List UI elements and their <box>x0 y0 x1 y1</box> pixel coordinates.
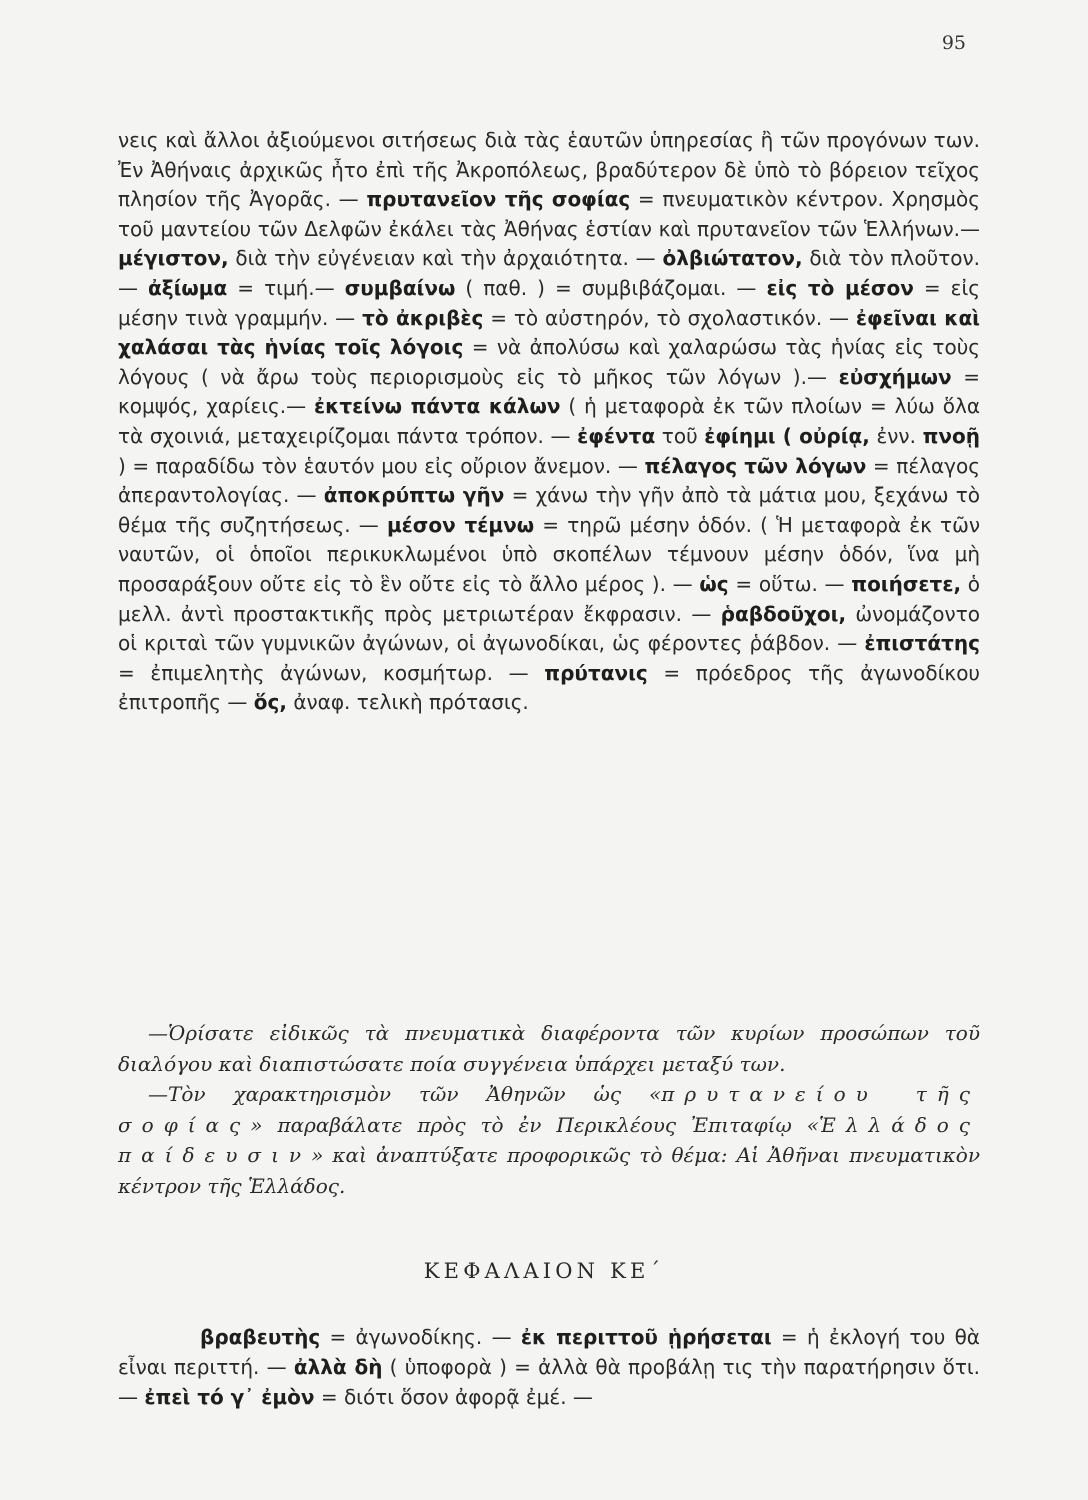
commentary-glosses <box>118 126 980 718</box>
gloss-text: ὠνομάζοντο οἱ κριταὶ τῶν γυμνικῶν ἀγώνων, οἱ ἀγωνοδίκαι, ὡς φέροντες ῥάβδον. — <box>118 601 980 656</box>
gloss-text: = τὸ αὐστηρόν, τὸ σχολαστικόν. — <box>483 305 856 330</box>
gloss-term: ἐφέντα <box>577 423 656 448</box>
gloss-term: τὸ ἀκριβὲς <box>362 305 484 330</box>
gloss-text: = ἀγωνοδίκης. — <box>320 1325 521 1349</box>
quoted-phrase-prytaneion: πρυτανείου τῆς σοφίας <box>118 1082 980 1137</box>
gloss-term: μέσον τέμνω <box>386 512 535 537</box>
gloss-text: ( ἡ μεταφορὰ ἐκ τῶν πλοίων = λύω ὅλα τὰ σχοινιά, μεταχειρίζομαι πάντα τρόπον. — <box>118 394 980 448</box>
exercise-question-2-prefix: —Τὸν χαρακτηρισμὸν τῶν Ἀθηνῶν ὡς « <box>148 1082 662 1106</box>
exercise-questions <box>118 1018 980 1201</box>
gloss-text: = ἐπιμελητὴς ἀγώνων, κοσμήτωρ. — <box>118 660 545 685</box>
gloss-text: = ἡ ἐκλογή του θὰ εἶναι περιττή. — <box>118 1325 980 1379</box>
gloss-term: ἐφίημι ( οὐρίᾳ, <box>704 423 870 448</box>
gloss-term: μέγιστον, <box>118 246 229 271</box>
quoted-phrase-paideusin: Ἑλλάδος παίδευσιν <box>118 1112 980 1167</box>
gloss-text: ἐνν. <box>869 423 923 448</box>
gloss-term: ὡς <box>699 571 729 596</box>
gloss-text: ) = παραδίδω τὸν ἑαυτόν μου εἰς οὔριον ἄνεμον. — <box>118 453 645 478</box>
gloss-term: ὀλβιώτατον, <box>662 246 803 271</box>
gloss-text: = πνευματικὸν κέντρον. Χρησμὸς τοῦ μαντείου τῶν Δελφῶν ἐκάλει τὰς Ἀθήνας ἑστίαν καὶ πρυτανεῖον τῶν Ἑλλήνων.— <box>118 187 980 241</box>
gloss-text: = οὕτω. — <box>728 571 852 596</box>
gloss-text: = εἰς μέσην τινὰ γραμμήν. — <box>118 275 980 330</box>
page-number: 95 <box>941 32 966 54</box>
gloss-text: τοῦ <box>655 423 705 448</box>
gloss-term: ῥαβδοῦχοι, <box>720 601 847 626</box>
gloss-term: εἰς τὸ μέσον <box>766 275 914 300</box>
gloss-text: = κομψός, χαρίεις.— <box>118 364 980 419</box>
exercise-question-1: —Ὁρίσατε εἰδικῶς τὰ πνευματικὰ διαφέροντα τῶν κυρίων προσώπων τοῦ διαλόγου καὶ διαπιστώσατε ποία συγγένεια ὑπάρχει μεταξύ των. <box>118 1021 980 1076</box>
gloss-term: συμβαίνω <box>344 275 456 300</box>
gloss-term: πνοῇ <box>922 423 980 448</box>
gloss-text: ( ὑποφορὰ ) = ἀλλὰ θὰ προβάλῃ τις τὴν παρατήρησιν ὅτι. — <box>118 1355 981 1409</box>
gloss-term: ἀλλὰ δὴ <box>293 1355 383 1379</box>
gloss-text: = διότι ὅσον ἀφορᾷ ἐμέ. — <box>314 1385 593 1409</box>
gloss-text: = πρόεδρος τῆς ἀγωνοδίκου ἐπιτροπῆς — <box>118 660 980 715</box>
gloss-text: ὁ μελλ. ἀντὶ προστακτικῆς πρὸς μετριωτέραν ἔκφρασιν. — <box>118 571 980 626</box>
gloss-term: ἐκτείνω πάντα κάλων <box>314 394 561 419</box>
gloss-term: πρύτανις <box>544 660 648 685</box>
chapter-glosses <box>118 1322 980 1412</box>
gloss-text: = χάνω τὴν γῆν ἀπὸ τὰ μάτια μου, ξεχάνω τὸ θέμα τῆς συζητήσεως. — <box>118 483 981 537</box>
gloss-text: = πέλαγος ἀπεραντολογίας. — <box>118 453 980 508</box>
gloss-term: βραβευτὴς <box>200 1325 321 1349</box>
gloss-text: νεις καὶ ἄλλοι ἀξιούμενοι σιτήσεως διὰ τὰς ἑαυτῶν ὑπηρεσίας ἢ τῶν προγόνων των. Ἐν Ἀθήναις ἀρχικῶς ἦτο ἐπὶ τῆς Ἀκροπόλεως, βραδύτερον δὲ ὑπὸ τὸ βόρειον τεῖχος πλησίον τῆς Ἀγορᾶς. — <box>118 128 980 212</box>
gloss-text: ἀναφ. τελικὴ πρότασις. <box>286 690 529 715</box>
gloss-term: ὅς, <box>253 690 287 715</box>
exercise-question-2-suffix: » καὶ ἀναπτύξατε προφορικῶς τὸ θέμα: Αἱ Ἀθῆναι πνευματικὸν κέντρον τῆς Ἑλλάδος. <box>118 1143 980 1198</box>
gloss-term: ἐπεὶ τό γ᾽ ἐμὸν <box>144 1385 315 1409</box>
gloss-paragraph <box>118 126 980 718</box>
gloss-term: ἐκ περιττοῦ ᾑρήσεται <box>520 1325 772 1349</box>
gloss-text: διὰ τὴν εὐγένειαν καὶ τὴν ἀρχαιότητα. — <box>228 246 663 271</box>
gloss-term: ἀποκρύπτω γῆν <box>323 483 505 508</box>
chapter-gloss-paragraph <box>118 1322 980 1412</box>
gloss-term: πρυτανεῖον τῆς σοφίας <box>366 187 631 212</box>
gloss-text: = τιμή.— <box>227 275 345 300</box>
gloss-term: ἐφεῖναι καὶ χαλάσαι τὰς ἡνίας τοῖς λόγοις <box>118 305 980 360</box>
exercise-question-2-middle: » παραβάλατε πρὸς τὸ ἐν Περικλέους Ἐπιταφίῳ « <box>250 1112 820 1137</box>
gloss-term: ἐπιστάτης <box>864 631 980 656</box>
gloss-term: ἀξίωμα <box>148 275 228 300</box>
gloss-term: ποιήσετε, <box>851 571 962 596</box>
gloss-text: = νὰ ἀπολύσω καὶ χαλαρώσω τὰς ἡνίας εἰς τοὺς λόγους ( νὰ ἄρω τοὺς περιορισμοὺς εἰς τὸ μῆκος τῶν λόγων ).— <box>118 335 981 389</box>
gloss-term: εὐσχήμων <box>838 364 952 389</box>
gloss-text: = τηρῶ μέσην ὁδόν. ( Ἡ μεταφορὰ ἐκ τῶν ναυτῶν, οἱ ὁποῖοι περικυκλωμένοι ὑπὸ σκοπέλων τέμνουν μέσην ὁδόν, ἵνα μὴ προσαράξουν οὔτε εἰς τὸ ἓν οὔτε εἰς τὸ ἄλλο μέρος ). — <box>118 512 980 596</box>
exercise-question-2 <box>118 1079 980 1201</box>
gloss-text: ( παθ. ) = συμβιβάζομαι. — <box>455 275 767 300</box>
chapter-heading: ΚΕΦΑΛΑΙΟΝ ΚΕ΄ <box>423 1259 665 1283</box>
gloss-term: πέλαγος τῶν λόγων <box>644 453 867 478</box>
gloss-text: διὰ τὸν πλοῦτον.— <box>118 246 980 300</box>
